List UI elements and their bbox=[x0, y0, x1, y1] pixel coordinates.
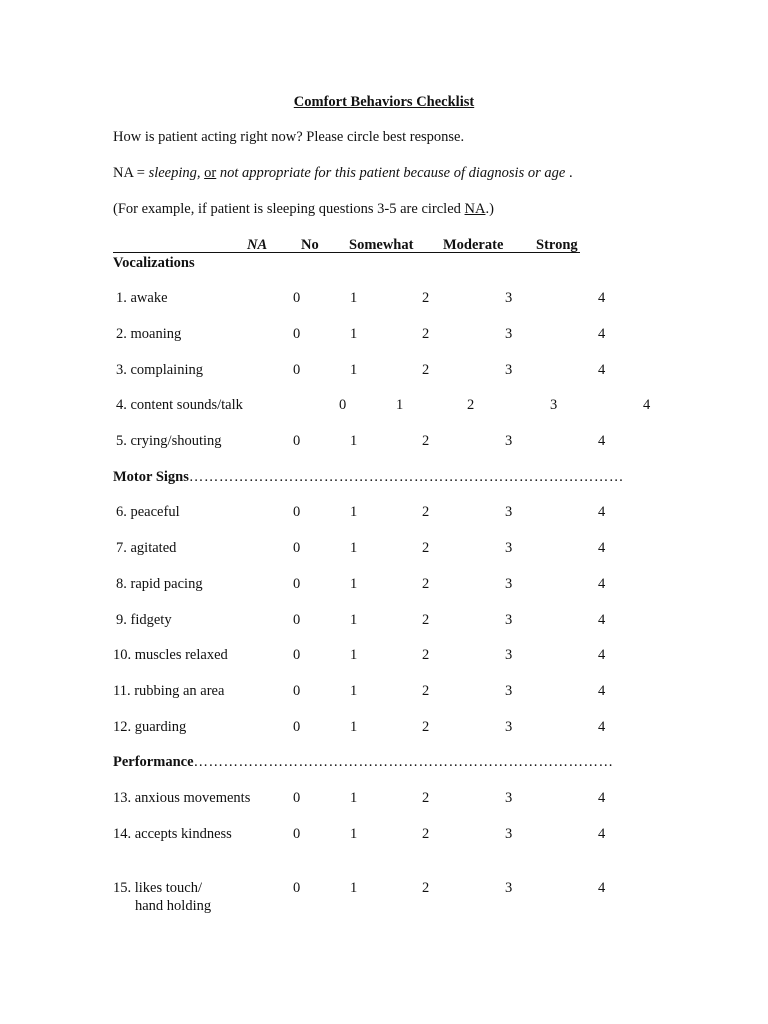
scale-3-option[interactable]: 3 bbox=[505, 433, 513, 449]
scale-2-option[interactable]: 2 bbox=[422, 826, 430, 842]
scale-1-option[interactable]: 1 bbox=[350, 826, 358, 842]
scale-3-option[interactable]: 3 bbox=[550, 397, 558, 413]
section-motor-dots: …………………………………………………………………………… bbox=[188, 469, 624, 485]
checklist-row bbox=[0, 540, 768, 558]
scale-0-option[interactable]: 0 bbox=[293, 362, 301, 378]
scale-3-option[interactable]: 3 bbox=[505, 683, 513, 699]
scale-1-option[interactable]: 1 bbox=[350, 790, 358, 806]
scale-3-option[interactable]: 3 bbox=[505, 290, 513, 306]
scale-4-option[interactable]: 4 bbox=[598, 612, 606, 628]
checklist-row bbox=[0, 433, 768, 451]
example-end: .) bbox=[485, 201, 494, 217]
scale-1-option[interactable]: 1 bbox=[350, 719, 358, 735]
na-or: or bbox=[204, 165, 217, 181]
scale-0-option[interactable]: 0 bbox=[293, 290, 301, 306]
scale-2-option[interactable]: 2 bbox=[422, 647, 430, 663]
scale-4-option[interactable]: 4 bbox=[598, 683, 606, 699]
item-label: 15. likes touch/ bbox=[113, 880, 203, 896]
scale-0-option[interactable]: 0 bbox=[293, 790, 301, 806]
item-label: 7. agitated bbox=[116, 540, 177, 556]
scale-4-option[interactable]: 4 bbox=[598, 790, 606, 806]
scale-3-option[interactable]: 3 bbox=[505, 790, 513, 806]
scale-1-option[interactable]: 1 bbox=[350, 612, 358, 628]
scale-3-option[interactable]: 3 bbox=[505, 647, 513, 663]
na-rest: not appropriate for this patient because of diagnosis or age bbox=[219, 165, 566, 181]
na-sleeping: sleeping, bbox=[148, 165, 201, 181]
item-label: 12. guarding bbox=[113, 719, 187, 735]
checklist-row bbox=[0, 326, 768, 344]
item-label: 14. accepts kindness bbox=[113, 826, 232, 842]
scale-2-option[interactable]: 2 bbox=[422, 362, 430, 378]
section-performance bbox=[113, 754, 614, 771]
example-na: NA bbox=[464, 201, 486, 217]
checklist-row bbox=[0, 362, 768, 380]
scale-4-option[interactable]: 4 bbox=[598, 504, 606, 520]
checklist-row bbox=[0, 826, 768, 844]
checklist-row bbox=[0, 612, 768, 630]
scale-3-option[interactable]: 3 bbox=[505, 362, 513, 378]
page-title: Comfort Behaviors Checklist bbox=[293, 94, 475, 110]
item-label: 3. complaining bbox=[116, 362, 203, 378]
scale-4-option[interactable]: 4 bbox=[598, 540, 606, 556]
scale-2-option[interactable]: 2 bbox=[422, 790, 430, 806]
scale-0-option[interactable]: 0 bbox=[293, 576, 301, 592]
scale-3-option[interactable]: 3 bbox=[505, 880, 513, 896]
scale-1-option[interactable]: 1 bbox=[350, 540, 358, 556]
scale-4-option[interactable]: 4 bbox=[643, 397, 651, 413]
scale-1-option[interactable]: 1 bbox=[350, 290, 358, 306]
scale-2-option[interactable]: 2 bbox=[422, 326, 430, 342]
scale-4-option[interactable]: 4 bbox=[598, 647, 606, 663]
section-motor-label: Motor Signs bbox=[113, 469, 189, 485]
na-end: . bbox=[568, 165, 573, 181]
section-performance-dots: ………………………………………………………………………… bbox=[193, 754, 614, 770]
item-label: 9. fidgety bbox=[116, 612, 172, 628]
scale-1-option[interactable]: 1 bbox=[350, 504, 358, 520]
scale-1-option[interactable]: 1 bbox=[350, 362, 358, 378]
scale-3-option[interactable]: 3 bbox=[505, 719, 513, 735]
scale-0-option[interactable]: 0 bbox=[293, 433, 301, 449]
checklist-row bbox=[0, 504, 768, 522]
example-note bbox=[113, 201, 494, 218]
item-label: 6. peaceful bbox=[116, 504, 180, 520]
scale-2-option[interactable]: 2 bbox=[422, 433, 430, 449]
scale-0-option[interactable]: 0 bbox=[293, 880, 301, 896]
instruction-text: How is patient acting right now? Please circle best response. bbox=[113, 129, 465, 145]
item-label: 8. rapid pacing bbox=[116, 576, 203, 592]
checklist-row bbox=[0, 647, 768, 665]
item-label: 2. moaning bbox=[116, 326, 182, 342]
checklist-row bbox=[0, 719, 768, 737]
scale-1-option[interactable]: 1 bbox=[350, 880, 358, 896]
scale-4-option[interactable]: 4 bbox=[598, 326, 606, 342]
col-header-no: No bbox=[301, 237, 319, 253]
scale-3-option[interactable]: 3 bbox=[505, 326, 513, 342]
scale-0-option[interactable]: 0 bbox=[293, 826, 301, 842]
scale-0-option[interactable]: 0 bbox=[293, 683, 301, 699]
scale-3-option[interactable]: 3 bbox=[505, 612, 513, 628]
scale-4-option[interactable]: 4 bbox=[598, 362, 606, 378]
scale-4-option[interactable]: 4 bbox=[598, 719, 606, 735]
scale-1-option[interactable]: 1 bbox=[350, 647, 358, 663]
scale-4-option[interactable]: 4 bbox=[598, 880, 606, 896]
scale-2-option[interactable]: 2 bbox=[467, 397, 475, 413]
scale-1-option[interactable]: 1 bbox=[350, 576, 358, 592]
col-header-somewhat: Somewhat bbox=[349, 237, 414, 253]
na-definition bbox=[113, 165, 573, 182]
scale-3-option[interactable]: 3 bbox=[505, 504, 513, 520]
scale-1-option[interactable]: 1 bbox=[396, 397, 404, 413]
scale-2-option[interactable]: 2 bbox=[422, 880, 430, 896]
scale-3-option[interactable]: 3 bbox=[505, 576, 513, 592]
scale-2-option[interactable]: 2 bbox=[422, 683, 430, 699]
scale-0-option[interactable]: 0 bbox=[293, 326, 301, 342]
scale-0-option[interactable]: 0 bbox=[293, 612, 301, 628]
section-performance-label: Performance bbox=[113, 754, 194, 770]
section-motor-signs bbox=[113, 469, 624, 486]
item-label: 1. awake bbox=[116, 290, 168, 306]
scale-0-option[interactable]: 0 bbox=[293, 719, 301, 735]
checklist-row bbox=[0, 576, 768, 594]
item-label: 5. crying/shouting bbox=[116, 433, 222, 449]
checklist-row bbox=[0, 683, 768, 701]
scale-3-option[interactable]: 3 bbox=[505, 826, 513, 842]
item-label-continued: hand holding bbox=[135, 898, 212, 914]
section-vocalizations: Vocalizations bbox=[113, 255, 195, 271]
scale-0-option[interactable]: 0 bbox=[339, 397, 347, 413]
scale-4-option[interactable]: 4 bbox=[598, 576, 606, 592]
checklist-row bbox=[0, 397, 768, 415]
scale-2-option[interactable]: 2 bbox=[422, 540, 430, 556]
scale-1-option[interactable]: 1 bbox=[350, 683, 358, 699]
scale-2-option[interactable]: 2 bbox=[422, 612, 430, 628]
checklist-row bbox=[0, 290, 768, 308]
scale-1-option[interactable]: 1 bbox=[350, 433, 358, 449]
checklist-row bbox=[0, 790, 768, 808]
scale-0-option[interactable]: 0 bbox=[293, 504, 301, 520]
checklist-row bbox=[0, 880, 768, 914]
scale-1-option[interactable]: 1 bbox=[350, 326, 358, 342]
scale-2-option[interactable]: 2 bbox=[422, 504, 430, 520]
scale-3-option[interactable]: 3 bbox=[505, 540, 513, 556]
col-header-na: NA bbox=[247, 237, 268, 253]
na-prefix: NA = bbox=[113, 165, 149, 181]
scale-2-option[interactable]: 2 bbox=[422, 290, 430, 306]
scale-4-option[interactable]: 4 bbox=[598, 290, 606, 306]
scale-4-option[interactable]: 4 bbox=[598, 826, 606, 842]
item-label: 10. muscles relaxed bbox=[113, 647, 228, 663]
scale-2-option[interactable]: 2 bbox=[422, 719, 430, 735]
scale-0-option[interactable]: 0 bbox=[293, 540, 301, 556]
col-header-strong: Strong bbox=[536, 237, 578, 253]
scale-0-option[interactable]: 0 bbox=[293, 647, 301, 663]
item-label: 13. anxious movements bbox=[113, 790, 251, 806]
scale-4-option[interactable]: 4 bbox=[598, 433, 606, 449]
item-label: 4. content sounds/talk bbox=[116, 397, 243, 413]
example-text: (For example, if patient is sleeping questions 3-5 are circled bbox=[113, 201, 465, 217]
col-header-moderate: Moderate bbox=[443, 237, 504, 253]
item-label: 11. rubbing an area bbox=[113, 683, 225, 699]
header-rule bbox=[113, 252, 580, 253]
scale-2-option[interactable]: 2 bbox=[422, 576, 430, 592]
